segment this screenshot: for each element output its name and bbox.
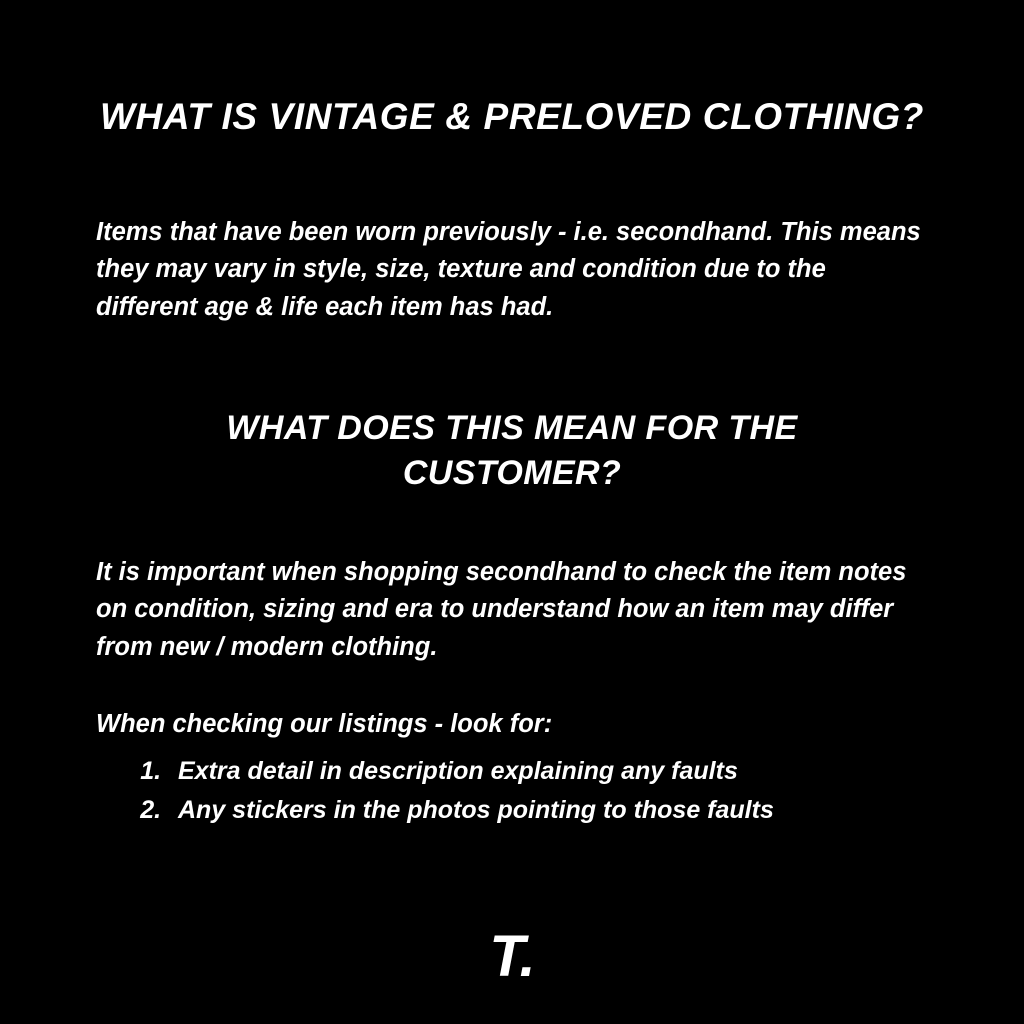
listings-prompt: When checking our listings - look for: [96, 709, 553, 738]
list-item: 1. Extra detail in description explaining any faults [168, 752, 1008, 791]
brand-logo: T. [489, 924, 535, 989]
page-title: WHAT IS VINTAGE & PRELOVED CLOTHING? [100, 95, 924, 137]
list-item: 2. Any stickers in the photos pointing to those faults [168, 791, 1008, 830]
customer-paragraph: It is important when shopping secondhand to check the item notes on condition, sizing and era to understand how an item may differ from new / modern clothing. [96, 557, 907, 661]
intro-paragraph: Items that have been worn previously - i.e. secondhand. This means they may vary in style, size, texture and condition due to the different age & life each item has had. [96, 217, 921, 321]
checklist [120, 752, 1008, 830]
section-title-customer: WHAT DOES THIS MEAN FOR THE CUSTOMER? [226, 409, 798, 493]
